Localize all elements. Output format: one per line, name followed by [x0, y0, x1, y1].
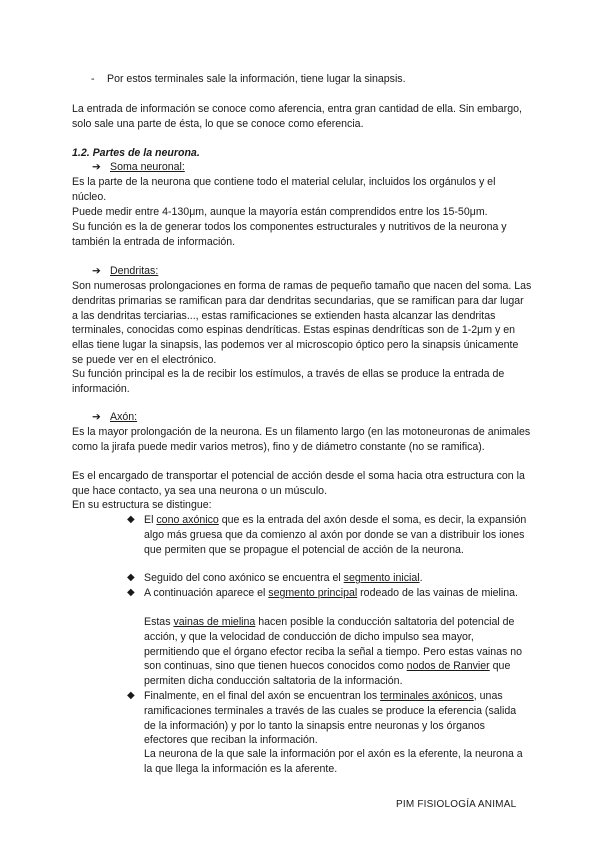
dash-marker: - — [91, 73, 95, 85]
arrow-icon: ➔ — [92, 411, 101, 423]
soma-p3: Su función es la de generar todos los componentes estructurales y nutritivos de la neurona y también la entrada de información. — [72, 221, 507, 248]
axon-bullet-segmento-principal — [144, 586, 530, 601]
top-bullet-text: Por estos terminales sale la información, tiene lugar la sinapsis. — [107, 73, 406, 85]
soma-heading — [92, 160, 185, 175]
soma-title: Soma neuronal: — [110, 161, 185, 173]
dendritas-p2: Su función principal es la de recibir los estímulos, a través de ellas se produce la entrada de información. — [72, 368, 505, 395]
axon-p2: Es el encargado de transportar el potencial de acción desde el soma hacia otra estructura con la que hace contacto, ya sea una neurona o un músculo. — [72, 470, 525, 497]
axon-bullet-conclusion: La neurona de la que sale la información por el axón es la eferente, la neurona a la que llega la información es la aferente. — [144, 748, 523, 775]
b3c-pre: Estas — [144, 616, 174, 628]
axon-bullet-terminales — [144, 689, 530, 748]
b3c-post: que permiten dicha conducción saltatoria de la información. — [144, 660, 511, 688]
axon-p3: En su estructura se distingue: — [72, 499, 212, 511]
section-heading: 1.2. Partes de la neurona. — [72, 147, 200, 159]
page-footer: PIM FISIOLOGÍA ANIMAL — [396, 799, 517, 810]
b1-term: cono axónico — [156, 514, 219, 526]
soma-p2: Puede medir entre 4-130μm, aunque la mayoría están comprendidos entre los 15-50μm. — [72, 206, 488, 218]
dendritas-title: Dendritas: — [110, 265, 159, 277]
axon-heading — [92, 410, 137, 425]
b1-post: que es la entrada del axón desde el soma, es decir, la expansión algo más gruesa que da comienzo al axón por donde se van a distribuir los iones que permiten que se propague el potencial de acción de la neurona. — [144, 514, 527, 556]
arrow-icon: ➔ — [92, 265, 101, 277]
dendritas-p1: Son numerosas prolongaciones en forma de ramas de pequeño tamaño que nacen del soma. Las dendritas primarias se ramifican para dar dendritas secundarias, que se ramifican para dar lugar a las dendritas terciarias..., estas ramificaciones se extienden hasta alcanzar las dendritas terminales, conocidas como espinas dendríticas. Estas espinas dendríticas son de 1-2μm y en ellas tiene lugar la sinapsis, las podemos ver al microscopio óptico pero la sinapsis únicamente se puede ver en el electrónico. — [72, 280, 532, 366]
b3c-term: vainas de mielina — [173, 616, 256, 628]
b2-term: segmento inicial — [343, 572, 420, 584]
diamond-bullet-icon: ◆ — [127, 690, 135, 701]
axon-p1: Es la mayor prolongación de la neurona. Es un filamento largo (en las motoneuronas de animales como la jirafa puede medir varios metros), fino y de diámetro constante (no se ramifica). — [72, 426, 531, 453]
b3-pre: A continuación aparece el — [144, 587, 269, 599]
arrow-icon: ➔ — [92, 161, 101, 173]
axon-bullet-vainas — [144, 615, 530, 689]
soma-p1: Es la parte de la neurona que contiene todo el material celular, incluidos los orgánulos y el núcleo. — [72, 176, 496, 203]
b3c-mid: hacen posible la conducción saltatoria del potencial de acción, y que la velocidad de conducción de dicho impulso sea mayor, permitiendo que el órgano efector reciba la señal a tiempo. Pero estas vainas no son continuas, sino que tienen huecos conocidos como — [144, 616, 523, 673]
axon-title: Axón: — [110, 411, 138, 423]
b4-pre: Finalmente, en el final del axón se encuentran los — [144, 690, 381, 702]
b3-term: segmento principal — [268, 587, 358, 599]
intro-paragraph: La entrada de información se conoce como aferencia, entra gran cantidad de ella. Sin embargo, solo sale una parte de ésta, lo que se conoce como eferencia. — [72, 103, 522, 130]
diamond-bullet-icon: ◆ — [127, 572, 135, 583]
diamond-bullet-icon: ◆ — [127, 514, 135, 525]
diamond-bullet-icon: ◆ — [127, 587, 135, 598]
b3c-term2: nodos de Ranvier — [406, 660, 490, 673]
b4-term: terminales axónicos — [380, 690, 474, 702]
b2-post: . — [419, 572, 423, 584]
dendritas-heading — [92, 264, 158, 279]
axon-bullet-segmento-inicial — [144, 571, 530, 586]
b1-pre: El — [144, 514, 157, 526]
b2-pre: Seguido del cono axónico se encuentra el — [144, 572, 344, 584]
axon-bullet-cono — [144, 513, 530, 557]
b4-post: , unas ramificaciones terminales a través de las cuales se produce la eferencia (salida de la información) y por lo tanto la sinapsis entre neuronas y los órganos efectores que reciban la información. — [144, 690, 517, 747]
b3-post: rodeado de las vainas de mielina. — [357, 587, 518, 599]
